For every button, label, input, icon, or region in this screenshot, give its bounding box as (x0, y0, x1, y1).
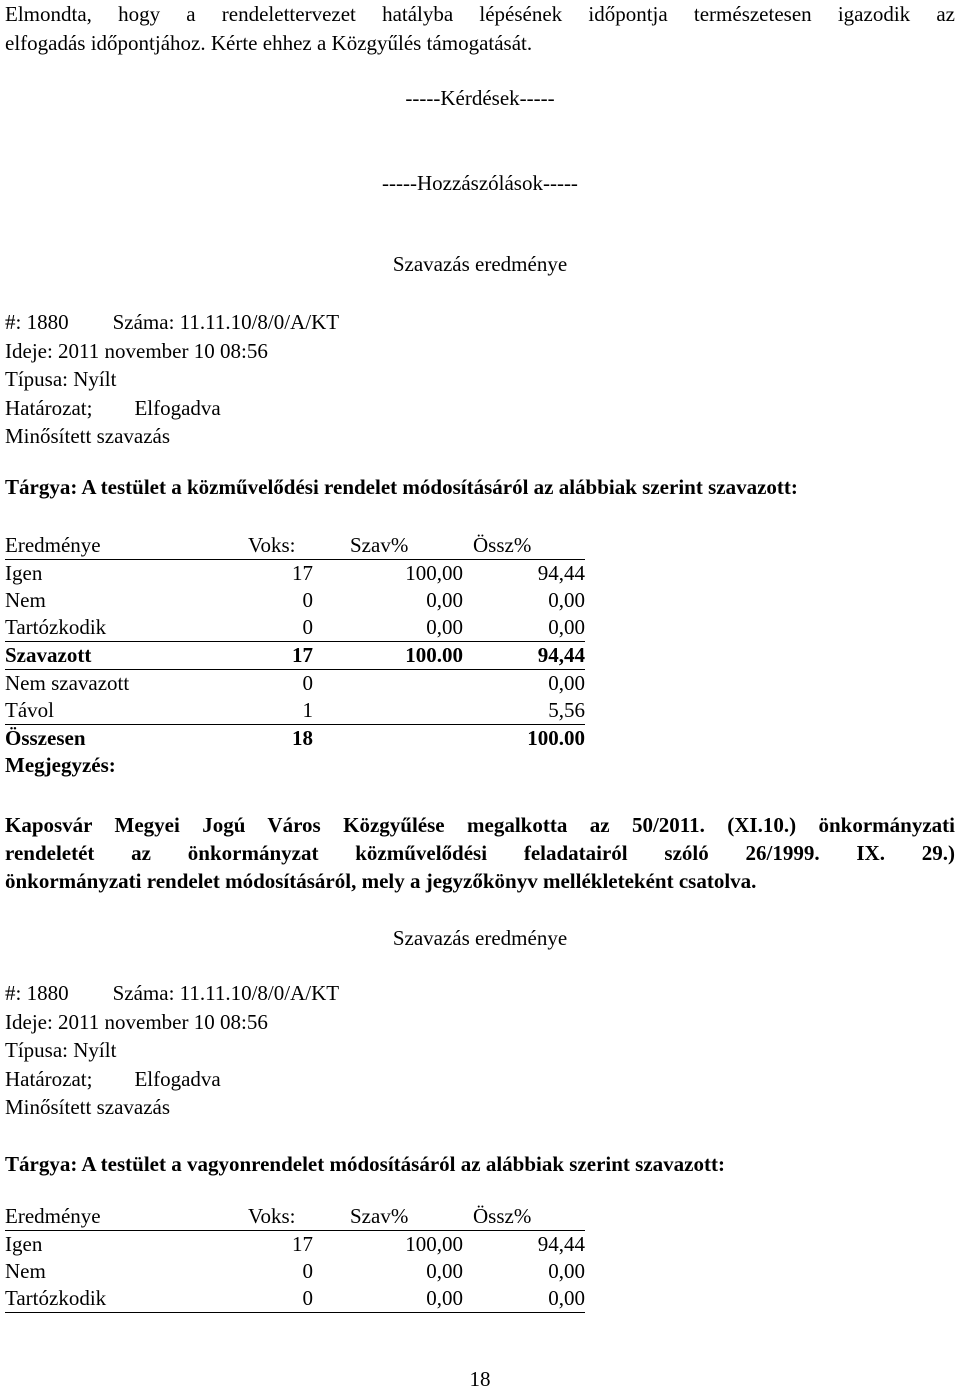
intro-line-2: elfogadás időpontjához. Kérte ehhez a Közgyűlés támogatását. (5, 31, 533, 55)
table-row: Nem 0 0,00 0,00 (5, 588, 585, 612)
intro-line-1: Elmondta, hogy a rendelettervezet hatályba lépésének időpontja természetesen igazodik az (5, 2, 955, 26)
resolution-line-1: Kaposvár Megyei Jogú Város Közgyűlése megalkotta az 50/2011. (XI.10.) önkormányzati (5, 813, 955, 837)
vote1-results-table (5, 532, 585, 779)
vote2-minosites: Minősített szavazás (5, 1095, 171, 1119)
vote2-hatarozat: Határozat; Elfogadva (5, 1066, 221, 1091)
table-header-row: Eredménye Voks: Szav% Össz% (5, 1203, 585, 1231)
vote1-tipus: Típusa: Nyílt (5, 367, 117, 391)
vote2-results-table (5, 1203, 585, 1313)
table-row: Távol 1 5,56 (5, 697, 585, 725)
vote1-minosites: Minősített szavazás (5, 424, 171, 448)
table-row: Tartózkodik 0 0,00 0,00 (5, 1285, 585, 1313)
table-row: Igen 17 100,00 94,44 (5, 1232, 585, 1256)
comments-heading: -----Hozzászólások----- (382, 171, 578, 195)
vote1-resolution (5, 811, 955, 895)
page-number: 18 (469, 1367, 491, 1391)
intro-paragraph (5, 0, 955, 58)
vote1-szama: Száma: 11.11.10/8/0/A/KT (112, 310, 340, 334)
table-row: Szavazott 17 100.00 94,44 (5, 642, 585, 670)
vote2-szama: Száma: 11.11.10/8/0/A/KT (112, 981, 340, 1005)
vote1-ideje: Ideje: 2011 november 10 08:56 (5, 338, 268, 363)
questions-heading: -----Kérdések----- (405, 86, 555, 110)
vote2-heading: Szavazás eredménye (392, 926, 568, 950)
table-row: Nem 0 0,00 0,00 (5, 1259, 585, 1283)
vote2-ideje: Ideje: 2011 november 10 08:56 (5, 1009, 268, 1034)
resolution-line-3: önkormányzati rendelet módosításáról, mely a jegyzőkönyv mellékleteként csatolva. (5, 869, 757, 893)
table-row: Igen 17 100,00 94,44 (5, 561, 585, 585)
vote2-tipus: Típusa: Nyílt (5, 1038, 117, 1062)
vote1-number-line: #: 1880 Száma: 11.11.10/8/0/A/KT (5, 310, 340, 334)
vote1-hatarozat: Határozat; Elfogadva (5, 395, 221, 420)
vote1-heading: Szavazás eredménye (392, 252, 568, 276)
vote2-meta (5, 979, 339, 1122)
table-header-row: Eredménye Voks: Szav% Össz% (5, 532, 585, 560)
vote1-meta (5, 308, 339, 451)
table-note: Megjegyzés: (5, 753, 116, 777)
table-row: Nem szavazott 0 0,00 (5, 671, 585, 695)
vote2-subject: Tárgya: A testület a vagyonrendelet módosításáról az alábbiak szerint szavazott: (5, 1152, 725, 1176)
vote1-subject: Tárgya: A testület a közművelődési rendelet módosításáról az alábbiak szerint szavazott: (5, 475, 798, 499)
table-row: Tartózkodik 0 0,00 0,00 (5, 614, 585, 642)
table-row: Összesen 18 100.00 (5, 726, 585, 750)
resolution-line-2: rendeletét az önkormányzat közművelődési feladatairól szóló 26/1999. IX. 29.) (5, 841, 955, 865)
vote2-number-line: #: 1880 Száma: 11.11.10/8/0/A/KT (5, 981, 340, 1005)
